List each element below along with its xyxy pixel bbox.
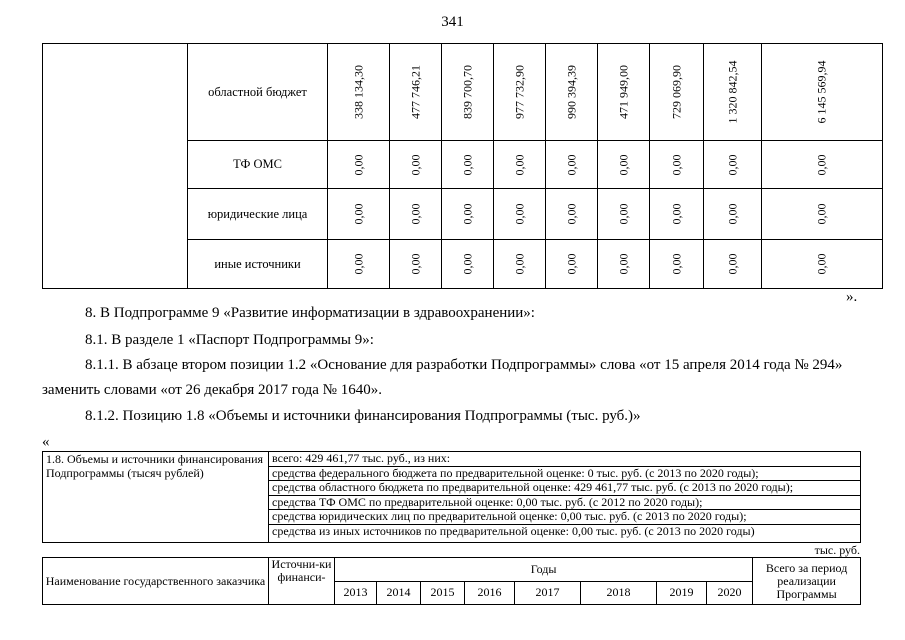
value-cell: 338 134,30 (351, 65, 365, 119)
value-cell: 977 732,90 (512, 65, 526, 119)
year-cell: 2020 (707, 581, 753, 605)
value-cell: 0,00 (814, 203, 829, 225)
value-cell: 0,00 (460, 154, 474, 175)
source-header: Источни-ки финанси- (269, 558, 335, 605)
value-cell: 839 700,70 (460, 65, 474, 119)
passport-line: средства областного бюджета по предварительной оценке: 429 461,77 тыс. руб. (с 2013 по 2020 годы); (269, 481, 860, 496)
value-cell: 0,00 (512, 253, 526, 275)
value-cell: 0,00 (408, 154, 422, 175)
paragraph-8-1-1-continuation: заменить словами «от 26 декабря 2017 года № 1640». (42, 382, 382, 398)
empty-cell (43, 44, 188, 289)
value-cell: 0,00 (460, 253, 474, 275)
row-label: ТФ ОМС (188, 141, 328, 189)
passport-line: всего: 429 461,77 тыс. руб., из них: (269, 452, 860, 467)
funding-header-table (42, 557, 861, 605)
value-cell: 0,00 (564, 253, 578, 275)
value-cell: 0,00 (351, 253, 365, 275)
table-row (43, 558, 861, 582)
paragraph-8-1-2: 8.1.2. Позицию 1.8 «Объемы и источники финансирования Подпрограммы (тыс. руб.)» (85, 408, 641, 424)
value-cell: 477 746,21 (408, 65, 422, 119)
row-label: иные источники (188, 240, 328, 289)
opening-quote: « (42, 434, 50, 450)
value-cell: 0,00 (512, 203, 526, 225)
value-cell: 471 949,00 (616, 65, 630, 119)
value-cell: 0,00 (669, 154, 683, 175)
row-label: юридические лица (188, 189, 328, 240)
passport-label: 1.8. Объемы и источники финансирования Подпрограммы (тысяч рублей) (43, 452, 269, 543)
value-cell: 990 394,39 (564, 65, 578, 119)
value-cell: 0,00 (564, 154, 578, 175)
value-cell: 0,00 (408, 253, 422, 275)
value-cell: 0,00 (669, 253, 683, 275)
value-cell: 0,00 (725, 253, 739, 275)
year-cell: 2018 (581, 581, 657, 605)
closing-quote: ». (846, 289, 858, 305)
row-label: областной бюджет (188, 44, 328, 141)
value-cell: 0,00 (814, 253, 829, 275)
year-cell: 2019 (657, 581, 707, 605)
paragraph-8-1-1: 8.1.1. В абзаце втором позиции 1.2 «Основание для разработки Подпрограммы» слова «от 15 апреля 2014 года № 294» (85, 357, 843, 373)
value-cell: 0,00 (616, 203, 630, 225)
value-cell: 0,00 (408, 203, 422, 225)
passport-line: средства федерального бюджета по предварительной оценке: 0 тыс. руб. (с 2013 по 2020 годы); (269, 467, 860, 482)
years-header: Годы (335, 558, 753, 582)
table-row (43, 44, 883, 141)
paragraph-8-1: 8.1. В разделе 1 «Паспорт Подпрограммы 9»: (85, 332, 374, 348)
value-cell: 0,00 (725, 203, 739, 225)
value-cell: 0,00 (512, 154, 526, 175)
year-cell: 2016 (465, 581, 515, 605)
year-cell: 2017 (515, 581, 581, 605)
year-cell: 2014 (377, 581, 421, 605)
value-cell: 0,00 (814, 154, 829, 175)
unit-label: тыс. руб. (814, 543, 860, 557)
value-cell: 729 069,90 (669, 65, 683, 119)
customer-header: Наименование государственного заказчика (43, 558, 269, 605)
table-row (43, 452, 861, 543)
value-cell: 0,00 (616, 154, 630, 175)
page-number: 341 (441, 14, 464, 30)
year-cell: 2013 (335, 581, 377, 605)
passport-line: средства ТФ ОМС по предварительной оценке: 0,00 тыс. руб. (с 2012 по 2020 годы); (269, 496, 860, 511)
value-cell: 0,00 (351, 154, 365, 175)
passport-details (269, 452, 861, 543)
total-header: Всего за период реализации Программы (753, 558, 861, 605)
value-cell: 6 145 569,94 (814, 60, 829, 124)
value-cell: 0,00 (669, 203, 683, 225)
value-cell: 0,00 (564, 203, 578, 225)
value-cell: 0,00 (616, 253, 630, 275)
passport-line: средства юридических лиц по предварительной оценке: 0,00 тыс. руб. (с 2013 по 2020 годы); (269, 510, 860, 525)
value-cell: 0,00 (725, 154, 739, 175)
value-cell: 0,00 (351, 203, 365, 225)
funding-table (42, 43, 883, 289)
passport-line: средства из иных источников по предварительной оценке: 0,00 тыс. руб. (с 2013 по 2020 годы) (272, 523, 755, 538)
year-cell: 2015 (421, 581, 465, 605)
passport-table (42, 451, 861, 543)
paragraph-8: 8. В Подпрограмме 9 «Развитие информатизации в здравоохранении»: (85, 305, 535, 321)
value-cell: 1 320 842,54 (725, 60, 739, 124)
value-cell: 0,00 (460, 203, 474, 225)
